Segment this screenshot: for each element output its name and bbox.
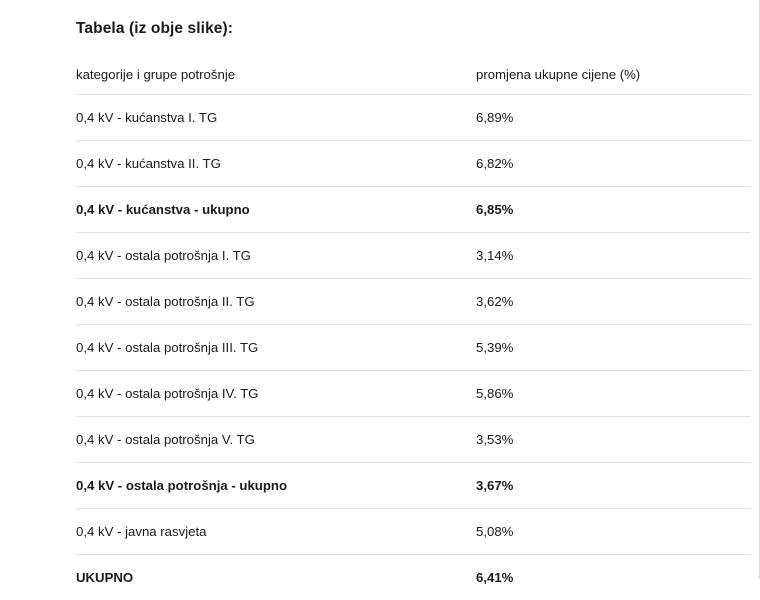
- cell-category-label: 0,4 kV - kućanstva - ukupno: [76, 202, 476, 217]
- cell-value-label: 6,85%: [476, 202, 751, 217]
- cell-category-label: 0,4 kV - kućanstva I. TG: [76, 110, 476, 125]
- cell-category-label: 0,4 kV - ostala potrošnja III. TG: [76, 340, 476, 355]
- column-header-category: [76, 54, 476, 95]
- table-row-grand-total: [76, 555, 751, 600]
- consumption-price-change-table: [76, 54, 751, 600]
- table-row: [76, 417, 751, 463]
- table-header-row: [76, 54, 751, 95]
- cell-value: [476, 279, 751, 325]
- cell-category: [76, 371, 476, 417]
- table-row: [76, 95, 751, 141]
- table-row: [76, 279, 751, 325]
- cell-category-label: UKUPNO: [76, 570, 476, 585]
- cell-category: [76, 555, 476, 600]
- cell-value-label: 6,41%: [476, 570, 751, 585]
- cell-value: [476, 187, 751, 233]
- cell-value: [476, 555, 751, 600]
- cell-value: [476, 371, 751, 417]
- cell-category-label: 0,4 kV - ostala potrošnja IV. TG: [76, 386, 476, 401]
- table-row-total: [76, 187, 751, 233]
- cell-value-label: 5,08%: [476, 524, 751, 539]
- cell-category: [76, 95, 476, 141]
- column-header-category-label: kategorije i grupe potrošnje: [76, 67, 476, 82]
- cell-value-label: 3,53%: [476, 432, 751, 447]
- cell-category: [76, 463, 476, 509]
- cell-value: [476, 417, 751, 463]
- table-row: [76, 233, 751, 279]
- cell-category-label: 0,4 kV - kućanstva II. TG: [76, 156, 476, 171]
- table-row: [76, 141, 751, 187]
- cell-category-label: 0,4 kV - ostala potrošnja II. TG: [76, 294, 476, 309]
- cell-category: [76, 325, 476, 371]
- cell-category: [76, 279, 476, 325]
- table-body: [76, 95, 751, 600]
- cell-value-label: 3,14%: [476, 248, 751, 263]
- cell-value-label: 6,89%: [476, 110, 751, 125]
- table-row: [76, 371, 751, 417]
- table-row: [76, 509, 751, 555]
- table-row-total: [76, 463, 751, 509]
- cell-value: [476, 325, 751, 371]
- cell-category: [76, 141, 476, 187]
- cell-category-label: 0,4 kV - javna rasvjeta: [76, 524, 476, 539]
- cell-value: [476, 233, 751, 279]
- cell-value: [476, 509, 751, 555]
- cell-value: [476, 141, 751, 187]
- cell-value-label: 5,86%: [476, 386, 751, 401]
- cell-category-label: 0,4 kV - ostala potrošnja V. TG: [76, 432, 476, 447]
- table-row: [76, 325, 751, 371]
- cell-category-label: 0,4 kV - ostala potrošnja - ukupno: [76, 478, 476, 493]
- cell-value-label: 3,67%: [476, 478, 751, 493]
- cell-category: [76, 509, 476, 555]
- cell-category: [76, 187, 476, 233]
- cell-category: [76, 233, 476, 279]
- column-header-price-change: [476, 54, 751, 95]
- cell-value: [476, 463, 751, 509]
- cell-value: [476, 95, 751, 141]
- cell-value-label: 6,82%: [476, 156, 751, 171]
- page-title: Tabela (iz obje slike):: [76, 0, 751, 54]
- cell-category: [76, 417, 476, 463]
- column-header-price-change-label: promjena ukupne cijene (%): [476, 67, 751, 82]
- cell-value-label: 5,39%: [476, 340, 751, 355]
- document-content: [76, 0, 751, 600]
- cell-value-label: 3,62%: [476, 294, 751, 309]
- cell-category-label: 0,4 kV - ostala potrošnja I. TG: [76, 248, 476, 263]
